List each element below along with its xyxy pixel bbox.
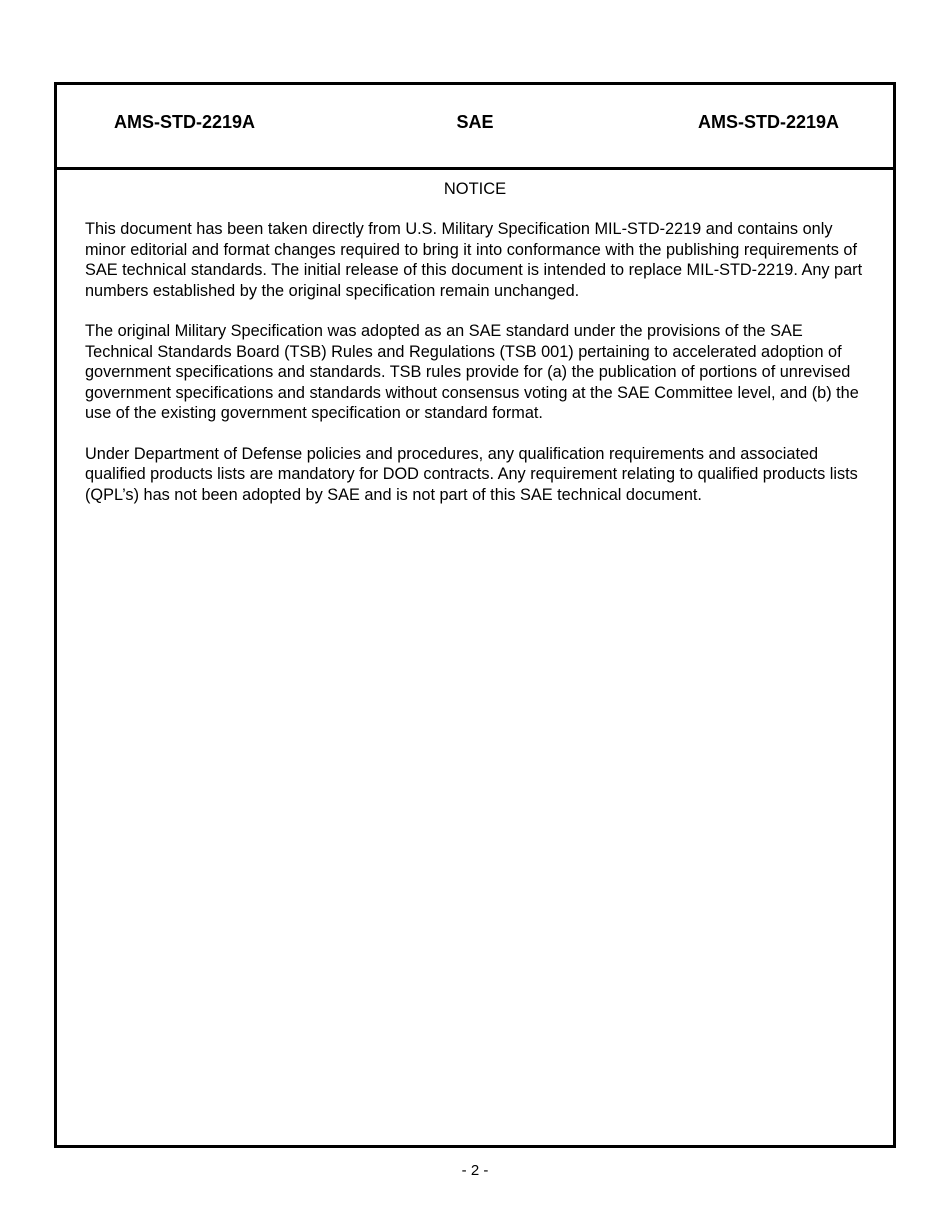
header-document-code-left: AMS-STD-2219A xyxy=(114,112,256,132)
notice-title: NOTICE xyxy=(443,180,507,198)
notice-paragraph-1: This document has been taken directly from U.S. Military Specification MIL-STD-2219 and contains only minor editorial and format changes required to bring it into conformance with the publishing requirements of SAE technical standards. The initial release of this document is intended to replace MIL-STD-2219. Any part numbers established by the original specification remain unchanged. xyxy=(85,220,863,300)
document-header xyxy=(57,85,893,170)
header-document-code-right: AMS-STD-2219A xyxy=(697,112,839,132)
page-number: - 2 - xyxy=(461,1162,489,1179)
page-frame xyxy=(54,82,896,1148)
notice-paragraph-3: Under Department of Defense policies and procedures, any qualification requirements and associated qualified products lists are mandatory for DOD contracts. Any requirement relating to qualified products lists (QPL’s) has not been adopted by SAE and is not part of this SAE technical document. xyxy=(85,444,858,504)
notice-body xyxy=(85,219,870,525)
header-organization: SAE xyxy=(456,112,494,132)
notice-paragraph-2: The original Military Specification was adopted as an SAE standard under the provisions of the SAE Technical Standards Board (TSB) Rules and Regulations (TSB 001) pertaining to accelerated adoption of government specifications and standards. TSB rules provide for (a) the publication of portions of unrevised government specifications and standards without consensus voting at the SAE Committee level, and (b) the use of the existing government specification or standard format. xyxy=(85,322,859,422)
